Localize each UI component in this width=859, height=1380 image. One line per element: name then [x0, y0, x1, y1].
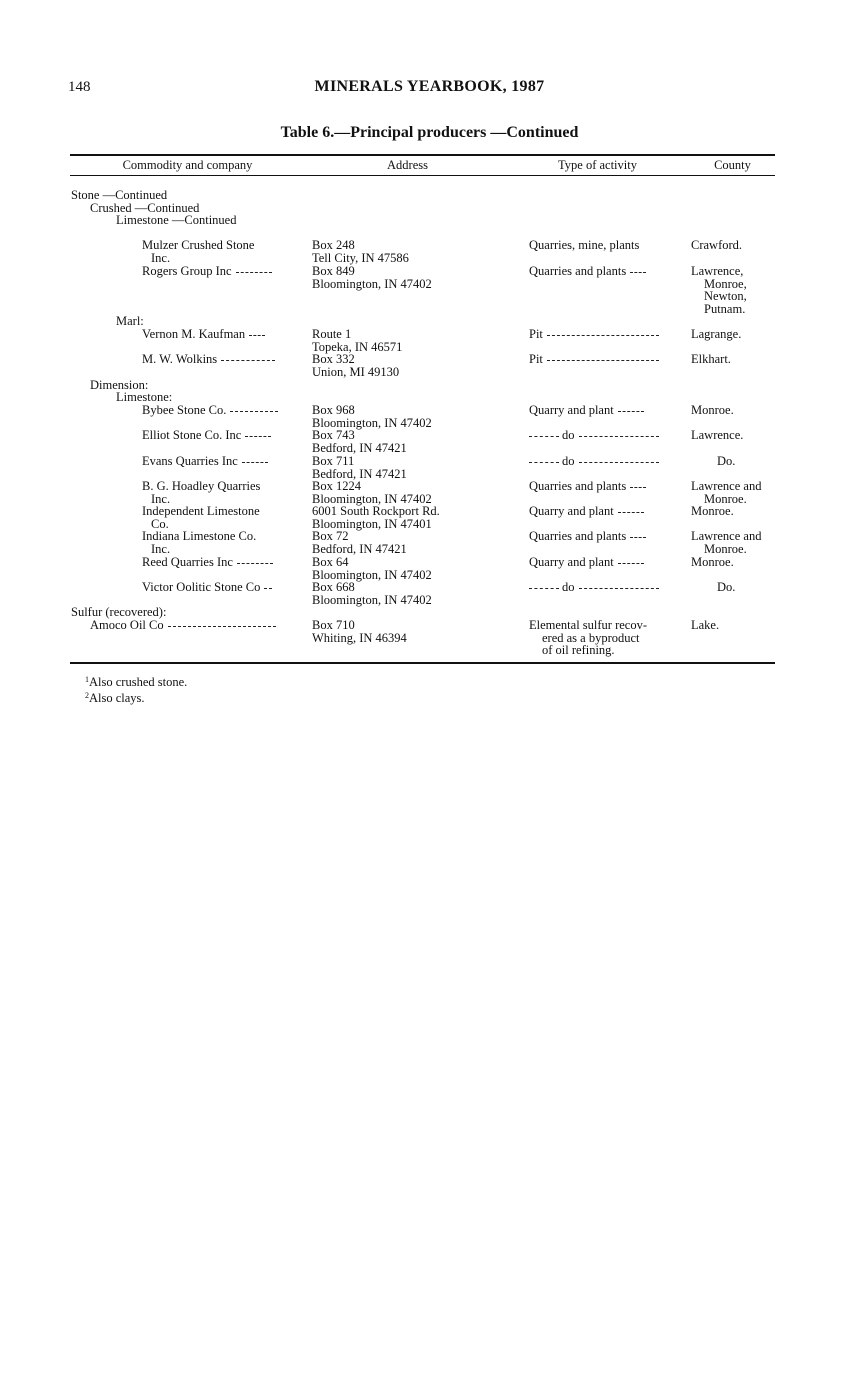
address-cell: Box 1224 Bloomington, IN 47402 [312, 479, 432, 506]
county-cell: Lagrange. [691, 327, 742, 341]
company-cell: Rogers Group Inc [142, 265, 272, 278]
table-top-rule [70, 154, 775, 156]
table-bottom-rule [70, 662, 775, 664]
column-header-activity: Type of activity [558, 158, 637, 172]
column-header-address: Address [387, 158, 428, 172]
activity-cell: Quarries and plants [529, 265, 646, 278]
address-cell: Box 710 Whiting, IN 46394 [312, 618, 407, 645]
column-header-company: Commodity and company [122, 158, 253, 172]
address-cell: Box 248 Tell City, IN 47586 [312, 238, 409, 265]
county-cell: Lawrence and Monroe. [691, 479, 762, 506]
activity-cell: Quarries, mine, plants [529, 238, 640, 252]
county-cell: Lawrence and Monroe. [691, 529, 762, 556]
address-cell: Box 332 Union, MI 49130 [312, 352, 400, 379]
footnote: $^1$Also crushed stone. [85, 675, 188, 689]
county-cell: Lawrence. [691, 428, 744, 442]
company-cell: Bybee Stone Co. [142, 404, 278, 417]
county-cell: Do. [717, 580, 736, 594]
company-cell: M. W. Wolkins [142, 353, 275, 366]
address-cell: Box 64 Bloomington, IN 47402 [312, 555, 432, 582]
activity-cell: Quarry and plant [529, 404, 644, 417]
company-cell: Vernon M. Kaufman [142, 328, 265, 341]
address-cell: Box 849 Bloomington, IN 47402 [312, 264, 432, 291]
company-cell: Reed Quarries Inc [142, 556, 273, 569]
company-cell: Indiana Limestone Co. Inc. [142, 529, 257, 556]
county-cell: Monroe. [691, 403, 734, 417]
activity-cell: Quarry and plant [529, 505, 644, 518]
footnote: $^2$Also clays. [85, 691, 145, 705]
company-cell: Independent Limestone Co. [142, 504, 260, 531]
county-cell: Monroe. [691, 504, 734, 518]
address-cell: 6001 South Rockport Rd. Bloomington, IN 47401 [312, 504, 440, 531]
address-cell: Route 1 Topeka, IN 46571 [312, 327, 403, 354]
activity-cell: do [529, 455, 659, 468]
company-cell: Mulzer Crushed Stone Inc. [142, 238, 255, 265]
company-cell: Elliot Stone Co. Inc [142, 429, 271, 442]
address-cell: Box 968 Bloomington, IN 47402 [312, 403, 432, 430]
table-header-rule [70, 175, 775, 176]
activity-cell: Quarries and plants [529, 530, 646, 543]
county-cell: Lawrence, Monroe, Newton, Putnam. [691, 264, 747, 316]
address-cell: Box 711 Bedford, IN 47421 [312, 454, 407, 481]
footnotes [85, 673, 187, 705]
activity-cell: Pit [529, 353, 659, 366]
county-cell: Monroe. [691, 555, 734, 569]
company-cell: Amoco Oil Co [90, 619, 276, 632]
activity-cell: Quarry and plant [529, 556, 644, 569]
activity-cell: Quarries and plants [529, 480, 646, 493]
address-cell: Box 743 Bedford, IN 47421 [312, 428, 407, 455]
county-cell: Lake. [691, 618, 720, 632]
activity-cell: do [529, 581, 659, 594]
county-cell: Crawford. [691, 238, 743, 252]
address-cell: Box 72 Bedford, IN 47421 [312, 529, 407, 556]
activity-cell: Elemental sulfur recov- ered as a byproduct of oil refining. [529, 618, 648, 657]
column-header-county: County [714, 158, 751, 172]
county-cell: Do. [717, 454, 736, 468]
company-cell: B. G. Hoadley Quarries Inc. [142, 479, 261, 506]
county-cell: Elkhart. [691, 352, 731, 366]
table-title: Table 6.—Principal producers —Continued [280, 124, 579, 141]
company-cell: Evans Quarries Inc [142, 455, 268, 468]
activity-cell: Pit [529, 328, 659, 341]
running-head: MINERALS YEARBOOK, 1987 [314, 78, 545, 95]
company-cell: Victor Oolitic Stone Co [142, 581, 272, 594]
address-cell: Box 668 Bloomington, IN 47402 [312, 580, 432, 607]
page-number: 148 [68, 79, 91, 95]
activity-cell: do [529, 429, 659, 442]
